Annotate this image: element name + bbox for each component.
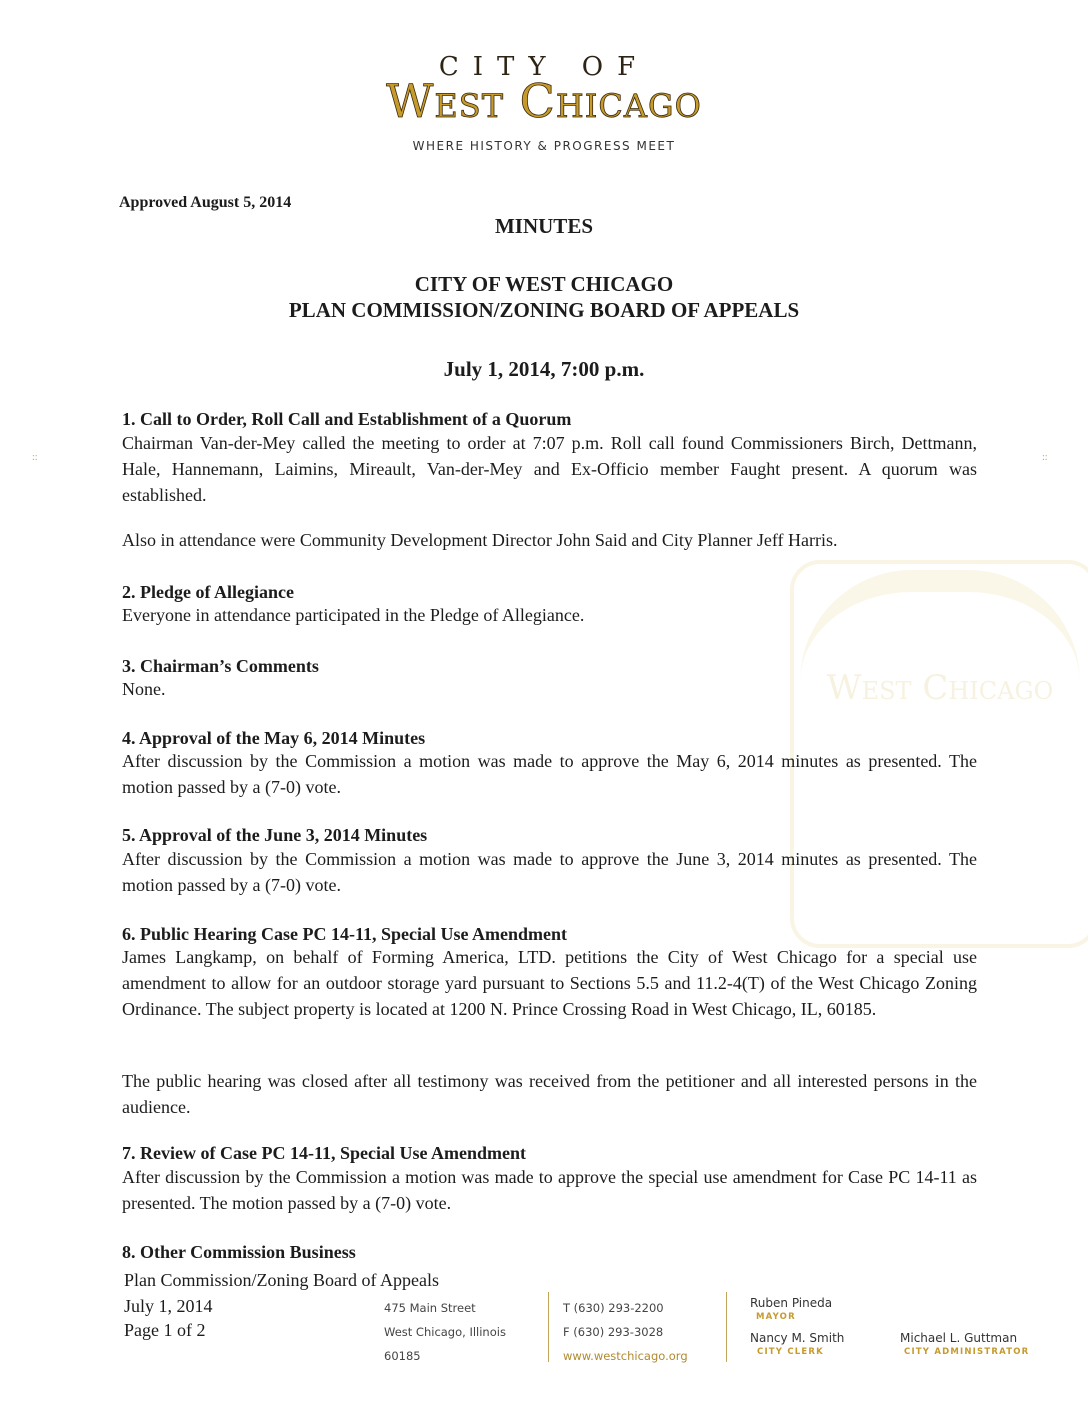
footer-mayor-role: MAYOR bbox=[756, 1312, 796, 1322]
logo-tagline: WHERE HISTORY & PROGRESS MEET bbox=[412, 139, 676, 153]
footer-mayor-name: Ruben Pineda bbox=[750, 1296, 833, 1310]
footer-address bbox=[384, 1296, 506, 1368]
footer-address-street: 475 Main Street bbox=[384, 1301, 476, 1315]
section-6-heading: 6. Public Hearing Case PC 14-11, Special Use Amendment bbox=[122, 924, 567, 944]
footer-contact bbox=[563, 1296, 688, 1368]
section-6-body: James Langkamp, on behalf of Forming America, LTD. petitions the City of West Chicago for a special use amendment to allow for an outdoor storage yard pursuant to Sections 5.5 and 11.2-4(T) of the West Chicago Zoning Ordinance. The subject property is located at 1200 N. Prince Crossing Road in West Chicago, IL, 60185. bbox=[122, 947, 977, 1019]
footer-divider-2 bbox=[726, 1292, 727, 1362]
org-title-line1: CITY OF WEST CHICAGO bbox=[414, 272, 674, 296]
section-1-body: Chairman Van-der-Mey called the meeting to order at 7:07 p.m. Roll call found Commissioners Birch, Dettmann, Hale, Hannemann, Laimins, Mireault, Van-der-Mey and Ex-Officio member Faught present. A quorum was established. bbox=[122, 433, 977, 505]
footer-fax: F (630) 293-3028 bbox=[563, 1325, 664, 1339]
section-6-body-2: The public hearing was closed after all testimony was received from the petitioner and all interested persons in the audience. bbox=[122, 1071, 977, 1117]
minutes-title: MINUTES bbox=[494, 214, 594, 238]
margin-mark-right: :: bbox=[1042, 452, 1048, 463]
watermark-seal-text: West Chicago bbox=[826, 668, 1054, 708]
section-2-body: Everyone in attendance participated in the Pledge of Allegiance. bbox=[122, 605, 585, 625]
section-1-attendance: Also in attendance were Community Development Director John Said and City Planner Jeff Harris. bbox=[122, 530, 838, 550]
org-title-line2: PLAN COMMISSION/ZONING BOARD OF APPEALS bbox=[288, 298, 800, 322]
section-3-heading: 3. Chairman’s Comments bbox=[122, 656, 319, 676]
section-5-heading: 5. Approval of the June 3, 2014 Minutes bbox=[122, 825, 428, 845]
footer-page-number: Page 1 of 2 bbox=[124, 1320, 206, 1340]
logo-city-of: CITY OF bbox=[438, 52, 650, 82]
footer-phone: T (630) 293-2200 bbox=[563, 1301, 664, 1315]
footer-address-city: West Chicago, Illinois bbox=[384, 1325, 506, 1339]
section-7-body: After discussion by the Commission a motion was made to approve the special use amendment for Case PC 14-11 as presented. The motion passed by a (7-0) vote. bbox=[122, 1167, 977, 1213]
margin-mark-left: :: bbox=[32, 452, 38, 463]
footer-clerk-name: Nancy M. Smith bbox=[750, 1331, 845, 1345]
footer-address-zip: 60185 bbox=[384, 1349, 421, 1363]
footer-administrator-name: Michael L. Guttman bbox=[900, 1331, 1018, 1345]
section-5-body: After discussion by the Commission a motion was made to approve the June 3, 2014 minutes as presented. The motion passed by a (7-0) vote. bbox=[122, 849, 977, 895]
section-3-body: None. bbox=[122, 679, 166, 699]
approved-date: Approved August 5, 2014 bbox=[119, 194, 292, 211]
section-4-heading: 4. Approval of the May 6, 2014 Minutes bbox=[122, 728, 426, 748]
section-7-heading: 7. Review of Case PC 14-11, Special Use Amendment bbox=[122, 1143, 526, 1163]
footer-doc-date: July 1, 2014 bbox=[124, 1296, 213, 1316]
footer-administrator-role: CITY ADMINISTRATOR bbox=[904, 1347, 1030, 1357]
logo-city-name: West Chicago bbox=[386, 74, 702, 128]
footer-doc-title: Plan Commission/Zoning Board of Appeals bbox=[124, 1270, 439, 1290]
section-4-body: After discussion by the Commission a motion was made to approve the May 6, 2014 minutes as presented. The motion passed by a (7-0) vote. bbox=[122, 751, 977, 797]
footer-website-link[interactable]: www.westchicago.org bbox=[563, 1349, 688, 1363]
footer-clerk-role: CITY CLERK bbox=[757, 1347, 824, 1357]
section-2-heading: 2. Pledge of Allegiance bbox=[122, 582, 294, 602]
meeting-date-time: July 1, 2014, 7:00 p.m. bbox=[443, 357, 645, 381]
section-8-heading: 8. Other Commission Business bbox=[122, 1242, 356, 1262]
section-1-heading: 1. Call to Order, Roll Call and Establishment of a Quorum bbox=[122, 409, 572, 429]
footer-divider-1 bbox=[548, 1292, 549, 1362]
